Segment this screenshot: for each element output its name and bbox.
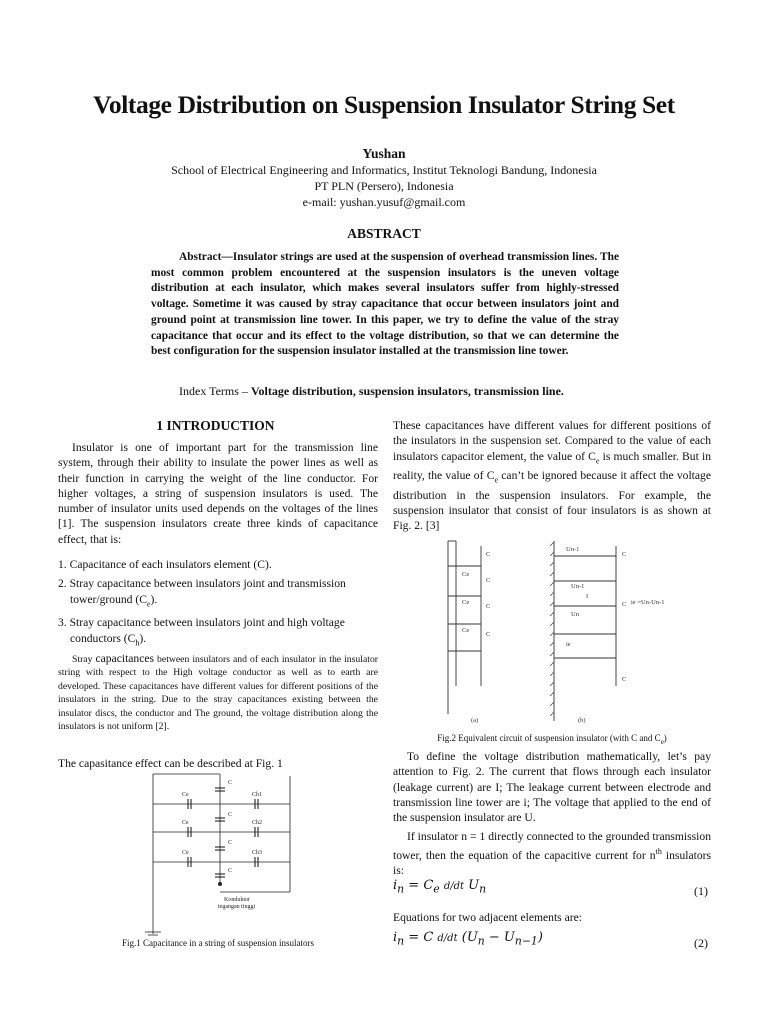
svg-text:C: C xyxy=(228,868,233,874)
capacitance-list xyxy=(58,557,378,654)
svg-text:Ce: Ce xyxy=(462,627,470,634)
svg-text:C: C xyxy=(486,631,491,638)
capacitance-paragraph: These capacitances have different values for different positions of the insulators in the suspension set. Compared to the value of each insulators capacitor element, the value of $C_e$ is much smaller. But in reality, the value of $C_e$ can’t be ignored because it affect the voltage distribution in the suspension insulators. For example, the suspension insulator that consist of four insulators is as shown at Fig. 2. [3] xyxy=(393,419,711,533)
svg-text:(a): (a) xyxy=(471,717,479,724)
svg-text:Ce: Ce xyxy=(182,792,189,798)
figure-2-equivalent-circuit xyxy=(426,536,688,728)
figure-1-circuit xyxy=(140,774,300,934)
index-terms-label: Index Terms – xyxy=(179,384,248,398)
svg-text:ie =Un-Un-1: ie =Un-Un-1 xyxy=(631,599,665,606)
intro-paragraph: Insulator is one of important part for the transmission line system, through their ability to insulate the power lines as well as their function in carrying the weight of the line conductor. For higher voltages, a string of suspension insulators is used. The number of insulator units used depends on the voltages of the lines [1]. The suspension insulators create three kinds of capacitance effect, that is: xyxy=(58,441,378,546)
svg-text:C: C xyxy=(622,601,627,608)
index-terms-values: Voltage distribution, suspension insulators, transmission line. xyxy=(250,384,564,398)
paper-title: Voltage Distribution on Suspension Insulator String Set xyxy=(93,90,675,119)
svg-text:(b): (b) xyxy=(578,717,586,724)
svg-text:Ce: Ce xyxy=(182,820,189,826)
svg-text:C: C xyxy=(486,551,491,558)
svg-text:tegangan tinggi: tegangan tinggi xyxy=(218,904,256,910)
equation-1-number: (1) xyxy=(694,884,708,898)
svg-text:Ce: Ce xyxy=(462,571,470,578)
svg-text:C: C xyxy=(486,577,491,584)
fig1-intro-text: The capasitance effect can be described at Fig. 1 xyxy=(58,757,283,770)
figure-1-caption: Fig.1 Capacitance in a string of suspension insulators xyxy=(122,938,314,948)
svg-text:I: I xyxy=(586,593,589,600)
equation-2: $i_n = C$ d/dt $(U_n - U_{n-1})$ xyxy=(393,930,543,948)
equation-1: $i_n = C_e$ d/dt $U_n$ xyxy=(393,878,487,896)
affiliation-line-1: School of Electrical Engineering and Informatics, Institut Teknologi Bandung, Indonesia xyxy=(171,163,597,177)
svg-text:ie: ie xyxy=(566,641,571,648)
list-item: 2. Stray capacitance between insulators joint and transmission tower/ground $(C_e)$. xyxy=(58,577,346,608)
abstract-text: Abstract—Insulator strings are used at the suspension of overhead transmission lines. The most common problem encountered at the suspension insulators is the uneven voltage distribution at each insulator, which makes several insulators suffer from highly-stressed voltage. Sometime it was caused by stray capacitance that occur between insulators joint and ground point at transmission line tower. In this paper, we try to define the value of the stray capacitance that occur and its effect to the voltage distribution, so that we can determine the best configuration for the suspension insulator installed at the transmission line tower. xyxy=(151,251,619,358)
definition-paragraph: To define the voltage distribution mathematically, let’s pay attention to Fig. 2. The current that flows through each insulator (leakage current) are I; The leakage current between electrode and transmission line tower are i; The voltage that applied to the end of the suspension insulator are U. xyxy=(393,750,711,825)
list-item: 1. Capacitance of each insulators element (C). xyxy=(58,558,272,571)
svg-text:Ce: Ce xyxy=(182,850,189,856)
author-name: Yushan xyxy=(362,146,406,161)
svg-text:Ch1: Ch1 xyxy=(252,792,263,798)
stray-capacitance-paragraph: Stray capacitances between insulators and of each insulator in the insulator string with respect to the High voltage conductor as well as to earth are developed. These capacitances have different values for different positions of the insulators in the string. Due to the stray capacitances existing between the insulator discs, the conductor and The ground, the voltage distribution along the insulators is not uniform [2]. xyxy=(58,652,379,733)
svg-text:Ch3: Ch3 xyxy=(252,850,263,856)
equation-2-number: (2) xyxy=(694,936,708,950)
email-line: e-mail: yushan.yusuf@gmail.com xyxy=(302,195,466,209)
svg-text:C: C xyxy=(228,840,233,846)
svg-text:C: C xyxy=(622,676,627,683)
svg-text:Un-1: Un-1 xyxy=(566,546,580,553)
svg-text:C: C xyxy=(228,812,233,818)
list-item: 3. Stray capacitance between insulators joint and high voltage conductors $(C_h)$. xyxy=(58,616,345,647)
svg-text:Un-1: Un-1 xyxy=(571,583,585,590)
svg-text:Ch2: Ch2 xyxy=(252,820,263,826)
affiliation-line-2: PT PLN (Persero), Indonesia xyxy=(314,179,454,193)
index-terms xyxy=(151,384,619,399)
svg-text:C: C xyxy=(486,603,491,610)
svg-text:Konduktor: Konduktor xyxy=(224,897,250,903)
svg-text:Ce: Ce xyxy=(462,599,470,606)
figure-2-caption: Fig.2 Equivalent circuit of suspension insulator (with C and $C_e$) xyxy=(437,733,667,746)
adjacent-elements-text: Equations for two adjacent elements are: xyxy=(393,911,582,924)
abstract-heading: ABSTRACT xyxy=(347,226,421,241)
section-heading-introduction: 1 INTRODUCTION xyxy=(156,418,275,433)
svg-text:C: C xyxy=(622,551,627,558)
insulator-equation-intro: If insulator n = 1 directly connected to the grounded transmission tower, then the equation of the capacitive current for $n^{th}$ insulators is: xyxy=(393,830,711,878)
svg-text:C: C xyxy=(228,780,233,786)
svg-text:Un: Un xyxy=(571,611,579,618)
